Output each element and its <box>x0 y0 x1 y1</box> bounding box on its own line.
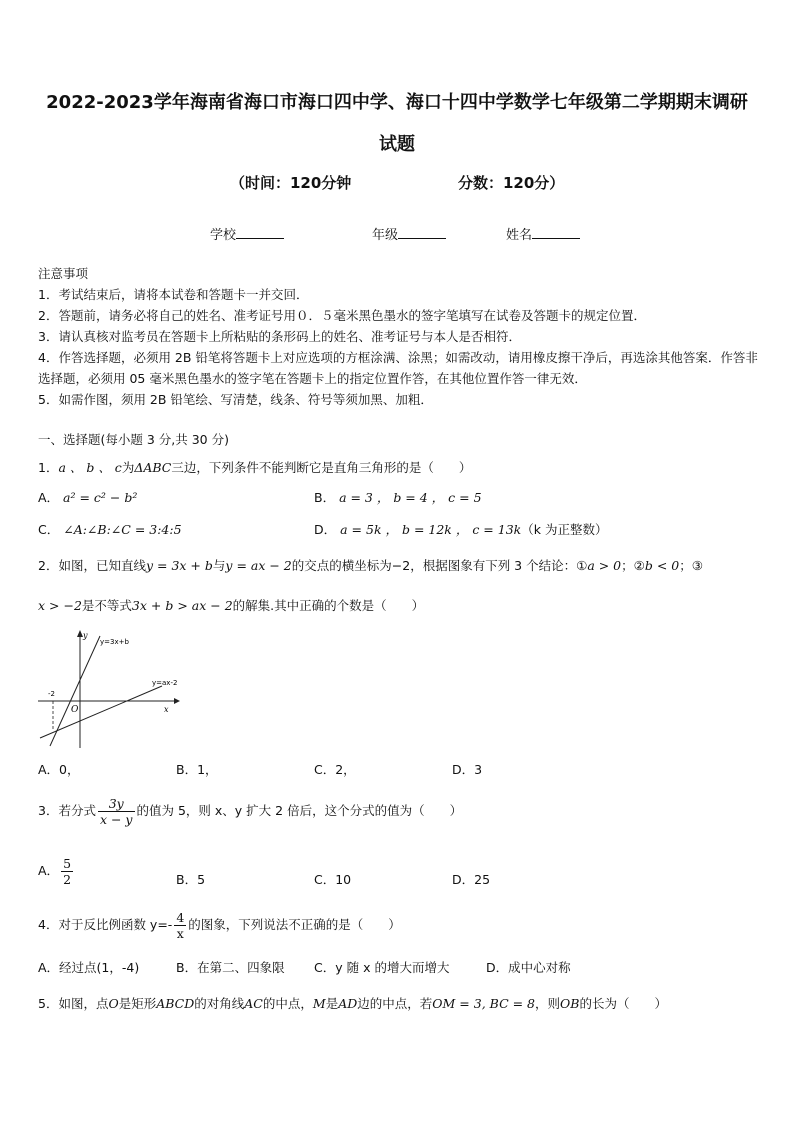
q1-option-b[interactable] <box>314 488 482 506</box>
score-label: 分数：120分） <box>458 174 565 192</box>
q1-vars: a 、 b 、 c <box>58 460 122 475</box>
graph-label-2: y=ax-2 <box>152 679 178 687</box>
q2-conclusion-1: a > 0 <box>587 558 622 573</box>
question-2-line1 <box>38 556 703 574</box>
q4-text: 的图象，下列说法不正确的是（ ） <box>188 917 401 932</box>
q3-option-d[interactable]: D．25 <box>452 872 491 887</box>
q5-text: ，则 <box>535 996 561 1011</box>
q2-text: 与 <box>212 558 226 573</box>
option-letter: B． <box>314 490 336 505</box>
q3-numerator: 3y <box>98 796 135 812</box>
note-item: 3．请认真核对监考员在答题卡上所粘贴的条形码上的姓名、准考证号与本人是否相符． <box>38 329 521 344</box>
q2-option-c[interactable]: C．2， <box>314 762 356 777</box>
q5-math: OB <box>560 996 580 1011</box>
q4-option-b[interactable]: B．在第二、四象限 <box>176 960 285 975</box>
q1-text1: 为 <box>121 460 135 475</box>
q2-text: ；③ <box>679 558 703 573</box>
exam-title-line1: 2022-2023学年海南省海口市海口四中学、海口十四中学数学七年级第二学期期末调研 <box>46 92 748 113</box>
q4-fraction <box>174 910 186 941</box>
name-blank[interactable] <box>532 226 580 239</box>
q3-option-c[interactable]: C．10 <box>314 872 352 887</box>
q5-text: 的对角线 <box>194 996 245 1011</box>
time-label: （时间：120分钟 <box>230 174 352 192</box>
q2-text: 是不等式 <box>81 598 132 613</box>
name-field <box>506 224 580 243</box>
question-2-line2 <box>38 596 424 614</box>
q3-a-fraction <box>61 856 73 887</box>
option-letter: A． <box>38 490 60 505</box>
q3-option-b[interactable]: B．5 <box>176 872 206 887</box>
q2-conclusion-2: b < 0 <box>644 558 680 573</box>
q2-conclusion-3: x > −2 <box>38 598 82 613</box>
option-letter: D． <box>314 522 337 537</box>
q3-option-a[interactable] <box>38 856 75 887</box>
q5-math: M <box>312 996 326 1011</box>
q2-inequality: 3x + b > ax − 2 <box>131 598 233 613</box>
exam-title-line2: 试题 <box>379 134 415 155</box>
q5-text: 边的中点，若 <box>357 996 433 1011</box>
q5-math: AD <box>338 996 358 1011</box>
q4-option-c[interactable]: C．y 随 x 的增大而增大 <box>314 960 450 975</box>
q2-text: 的解集.其中正确的个数是（ ） <box>232 598 425 613</box>
q1-option-d[interactable] <box>314 520 607 538</box>
q5-math: ABCD <box>156 996 195 1011</box>
q2-eq1: y = 3x + b <box>145 558 213 573</box>
q5-text: 的中点， <box>262 996 313 1011</box>
q5-math: AC <box>244 996 263 1011</box>
q5-condition: OM = 3, BC = 8 <box>432 996 536 1011</box>
q2-text: 的交点的横坐标为−2，根据图象有下列 3 个结论：① <box>291 558 588 573</box>
q2-option-a[interactable]: A．0， <box>38 762 80 777</box>
note-item: 5．如需作图，须用 2B 铅笔绘、写清楚，线条、符号等须加黑、加粗． <box>38 392 433 407</box>
q2-text: ；② <box>621 558 645 573</box>
q3-fraction <box>98 796 135 827</box>
q5-math: O <box>108 996 119 1011</box>
option-math: ∠A:∠B:∠C = 3:4:5 <box>63 522 182 537</box>
q3-a-denominator: 2 <box>63 872 72 887</box>
graph-x-label: x <box>164 705 169 714</box>
q1-triangle: ΔABC <box>134 460 172 475</box>
question-5 <box>38 994 667 1012</box>
note-item: 2．答题前，请务必将自己的姓名、准考证号用０．５毫米黑色墨水的签字笔填写在试卷及答题卡的规定位置． <box>38 308 646 323</box>
q2-graph <box>36 628 186 750</box>
line-ax-minus-2 <box>40 686 162 738</box>
q1-option-a[interactable] <box>38 488 137 506</box>
grade-blank[interactable] <box>398 226 446 239</box>
notes-block <box>38 263 760 410</box>
school-blank[interactable] <box>236 226 284 239</box>
option-math: a = 5k ， b = 12k ， c = 13k <box>340 522 522 537</box>
x-axis-arrow <box>174 698 180 704</box>
option-math: a = 3 ， b = 4 ， c = 5 <box>339 490 482 505</box>
q5-text: 是矩形 <box>118 996 157 1011</box>
q2-eq2: y = ax − 2 <box>225 558 292 573</box>
q1-text2: 三边，下列条件不能判断它是直角三角形的是（ ） <box>171 460 472 475</box>
q4-option-a[interactable]: A．经过点(1，-4) <box>38 960 140 975</box>
q3-a-numerator: 5 <box>63 856 72 871</box>
q3-text: 3．若分式 <box>38 803 96 818</box>
q1-option-c[interactable] <box>38 520 182 538</box>
q5-text: 的长为（ ） <box>579 996 667 1011</box>
question-4 <box>38 910 401 941</box>
graph-y-label: y <box>83 631 88 640</box>
graph-label-1: y=3x+b <box>100 638 129 646</box>
grade-field <box>372 224 446 243</box>
grade-label: 年级 <box>372 228 399 243</box>
option-letter: A． <box>38 863 60 878</box>
q5-text: 是 <box>325 996 339 1011</box>
graph-origin: O <box>71 705 79 715</box>
question-1 <box>38 458 471 476</box>
q4-numerator: 4 <box>176 910 185 925</box>
line-3x-plus-b <box>50 636 100 746</box>
note-item: 4．作答选择题，必须用 2B 铅笔将答题卡上对应选项的方框涂满、涂黑；如需改动，请用橡皮擦干净后，再选涂其他答案．作答非选择题，必须用 05 毫米黑色墨水的签字笔在答题卡上的指定位置作答，在其他位置作答一律无效． <box>38 350 758 386</box>
q4-text: 4．对于反比例函数 y=- <box>38 917 173 932</box>
q3-denominator: x − y <box>99 812 133 827</box>
q2-option-d[interactable]: D．3 <box>452 762 483 777</box>
school-field <box>210 224 284 243</box>
option-note: （k 为正整数） <box>521 522 608 537</box>
name-label: 姓名 <box>506 228 533 243</box>
q2-option-b[interactable]: B．1， <box>176 762 218 777</box>
school-label: 学校 <box>210 228 237 243</box>
option-letter: C． <box>38 522 60 537</box>
q2-text: 2．如图，已知直线 <box>38 558 146 573</box>
option-math: a² = c² − b² <box>63 490 138 505</box>
q5-text: 5．如图，点 <box>38 996 109 1011</box>
question-3 <box>38 796 462 827</box>
q1-number: 1． <box>38 460 59 475</box>
graph-minus-two: -2 <box>48 690 55 698</box>
notes-header: 注意事项 <box>38 266 89 281</box>
q3-text: 的值为 5，则 x、y 扩大 2 倍后，这个分式的值为（ ） <box>136 803 463 818</box>
note-item: 1．考试结束后，请将本试卷和答题卡一并交回． <box>38 287 309 302</box>
q4-denominator: x <box>176 926 184 941</box>
section-heading: 一、选择题(每小题 3 分,共 30 分) <box>38 432 229 447</box>
q4-option-d[interactable]: D．成中心对称 <box>486 960 571 975</box>
